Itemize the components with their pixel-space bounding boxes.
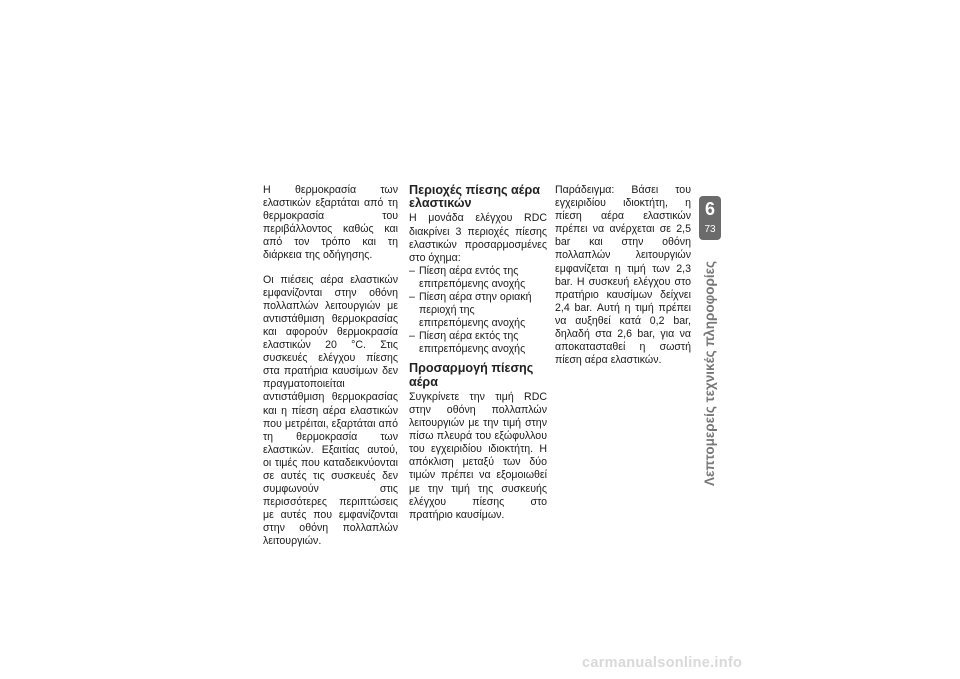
chapter-number: 6 bbox=[704, 199, 715, 219]
paragraph-tire-temperature: Η θερμοκρασία των ελαστικών εξαρτάται από τη θερμοκρασία του περιβάλλοντος καθώς και από τον τρόπο και τη διάρκεια της οδήγησης. bbox=[263, 184, 398, 262]
text-column-3 bbox=[555, 184, 691, 378]
page-number: 73 bbox=[704, 224, 716, 235]
paragraph-rdc-intro: Η μονάδα ελέγχου RDC διακρίνει 3 περιοχές πίεσης ελαστικών προσαρμοσμένες στο όχημα: bbox=[409, 212, 547, 264]
list-item: – Πίεση αέρα εκτός της επιτρεπόμενης ανοχής bbox=[409, 330, 547, 356]
chapter-tab bbox=[699, 196, 721, 240]
watermark-text: carmanualsonline.info bbox=[582, 655, 743, 671]
pressure-range-list bbox=[409, 265, 547, 357]
text-column-2 bbox=[409, 184, 547, 533]
list-item: – Πίεση αέρα εντός της επιτρεπόμενης ανοχής bbox=[409, 265, 547, 291]
list-item: – Πίεση αέρα στην οριακή περιοχή της επιτρεπόμενης ανοχής bbox=[409, 291, 547, 330]
heading-pressure-ranges: Περιοχές πίεσης αέρα ελαστικών bbox=[409, 183, 541, 211]
paragraph-pressure-compensation: Οι πιέσεις αέρα ελαστικών εμφανίζονται στην οθόνη πολλαπλών λειτουργιών με αντιστάθμιση θερμοκρασίας και αφορούν θερμοκρασία ελαστικών 20 °C. Στις συσκευές ελέγχου πίεσης στα πρατήρια καυσίμων δεν πραγματοποιείται αντιστάθμιση θερμοκρασίας και η πίεση αέρα ελαστικών που μετρέιται, εξαρτάται από τη θερμοκρασία των ελαστικών. Εξαιτίας αυτού, οι τιμές που καταδεικνύονται σε αυτές τις συσκευές δεν συμφωνούν στις περισσότερες περιπτώσεις με αυτές που εμφανίζονται στην οθόνη πολλαπλών λειτουργιών. bbox=[263, 273, 398, 548]
heading-pressure-adjustment: Προσαρμογή πίεσης αέρα bbox=[409, 361, 534, 389]
paragraph-compare-rdc: Συγκρίνετε την τιμή RDC στην οθόνη πολλαπλών λειτουργιών με την τιμή στην πίσω πλευρά του εξώφυλλου του εγχειριδίου ιδιοκτήτη. Η απόκλιση μεταξύ των δύο τιμών πρέπει να εξομοιωθεί με την τιμή της συσκευής ελέγχου πίεσης στο πρατήριο καυσίμων. bbox=[409, 390, 547, 521]
paragraph-example: Παράδειγμα: Βάσει του εγχειριδίου ιδιοκτήτη, η πίεση αέρα ελαστικών πρέπει να ανέρχεται σε 2,5 bar και στην οθόνη πολλαπλών λειτουργιών εμφανίζεται η τιμή των 2,3 bar. Η συσκευή ελέγχου στο πρατήριο καυσίμων δείχνει 2,4 bar. Αυτή η τιμή πρέπει να αυξηθεί κατά 0,2 bar, δηλαδή στα 2,6 bar, για να αποκατασταθεί η σωστή πίεση αέρα ελαστικών. bbox=[555, 184, 691, 367]
text-column-1 bbox=[263, 184, 398, 560]
chapter-title: Λεπτομερείς τεχνικές πληροφορίες bbox=[702, 260, 717, 486]
